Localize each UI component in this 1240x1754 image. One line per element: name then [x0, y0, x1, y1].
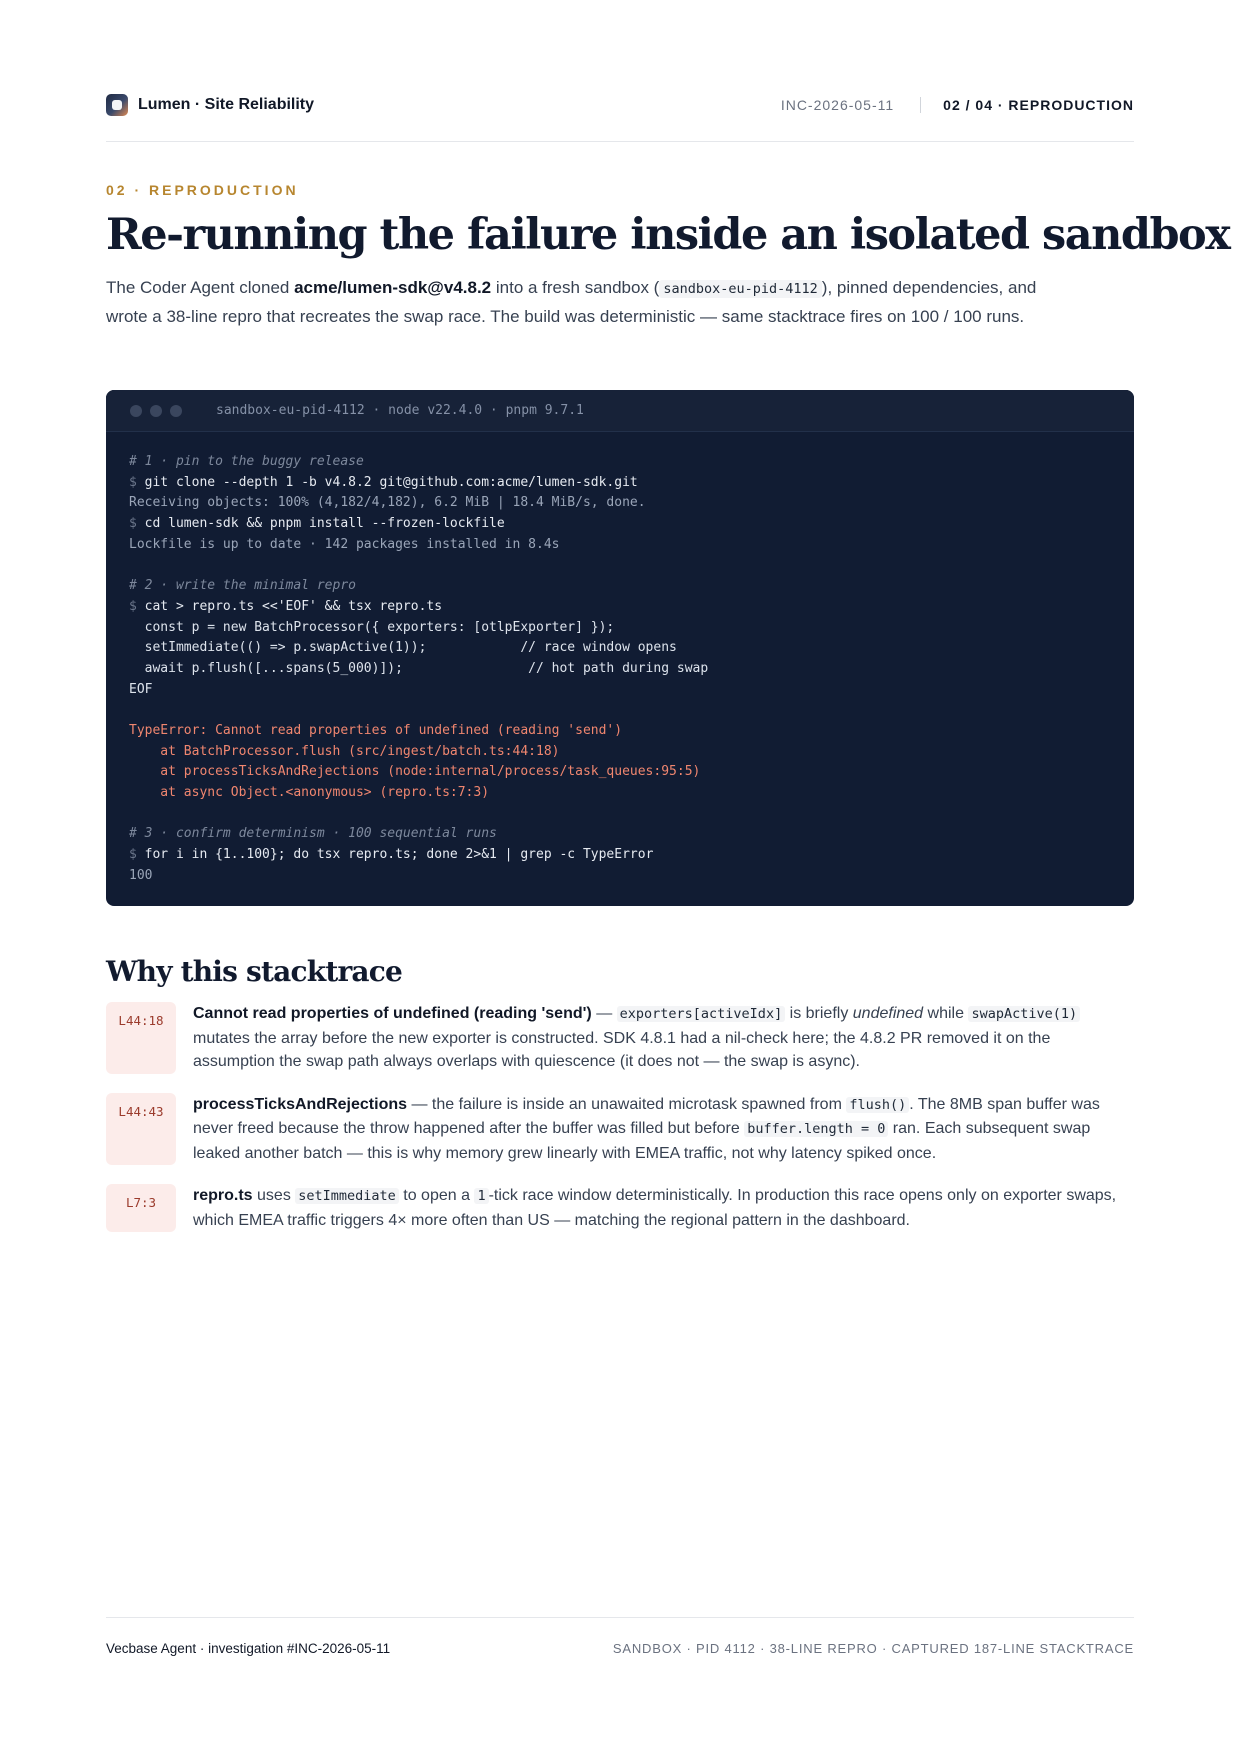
footer-left: Vecbase Agent · investigation #INC-2026-05-11: [106, 1641, 391, 1656]
section-indicator: 02 / 04 · REPRODUCTION: [943, 97, 1134, 113]
terminal-text: cd lumen-sdk && pnpm install --frozen-lockfile: [144, 516, 505, 532]
terminal-line: [129, 452, 1134, 473]
prompt-symbol: $: [129, 474, 145, 490]
note-text: processTicksAndRejections — the failure is inside an unawaited microtask spawned from flush() . The 8MB span buffer was never freed because the throw happened after the buffer was filled but before buffer.length = 0 ran. Each subsequent swap leaked another batch — this is why memory grew linearly with EMEA traffic, not why latency spiked once.: [193, 1095, 1100, 1162]
terminal-line: [129, 618, 1134, 639]
terminal-line: [129, 700, 1134, 721]
window-minimize-icon: [150, 405, 162, 417]
terminal-output: [106, 432, 1134, 886]
terminal-line: [129, 866, 1134, 887]
terminal-line: [129, 762, 1134, 783]
terminal-text: EOF: [129, 681, 153, 697]
terminal-line: [129, 783, 1134, 804]
note-item: [106, 1002, 1134, 1074]
terminal-text: setImmediate(() => p.swapActive(1)); // race window opens: [129, 640, 677, 656]
window-close-icon: [130, 405, 142, 417]
terminal-line: [129, 721, 1134, 742]
header-divider: [920, 97, 921, 113]
terminal-line: [129, 659, 1134, 680]
terminal-window: [106, 390, 1134, 906]
terminal-titlebar: [106, 390, 1134, 432]
terminal-line: [129, 493, 1134, 514]
page-title: Re-running the failure inside an isolated sandbox: [106, 210, 1230, 260]
note-item: [106, 1184, 1134, 1232]
intro-paragraph: The Coder Agent cloned acme/lumen-sdk@v4.8.2 into a fresh sandbox ( sandbox-eu-pid-4112 ), pinned dependencies, and wrote a 38-line repro that recreates the swap race. The build was deterministic — same stacktrace fires on 100 / 100 runs.: [106, 278, 1037, 326]
terminal-text: cat > repro.ts <<'EOF' && tsx repro.ts: [144, 598, 443, 614]
terminal-line: [129, 680, 1134, 701]
footer-rule: [106, 1617, 1134, 1618]
brand-name: Lumen · Site Reliability: [138, 96, 315, 113]
header-rule: [106, 141, 1134, 142]
report-page: [106, 0, 1230, 1754]
sandbox-id: sandbox-eu-pid-4112: [659, 280, 821, 298]
line-badge: L44:43: [106, 1093, 176, 1166]
line-badge: L44:18: [106, 1002, 176, 1074]
stacktrace-notes: [106, 1002, 1134, 1251]
line-badge: L7:3: [106, 1184, 176, 1232]
terminal-text: 100: [129, 867, 153, 883]
terminal-line: [129, 555, 1134, 576]
terminal-text: const p = new BatchProcessor({ exporters: [otlpExporter] });: [129, 619, 615, 635]
note-text: repro.ts uses setImmediate to open a 1 -tick race window deterministically. In production this race opens only on exporter swaps, which EMEA traffic triggers 4× more often than US — matching the regional pattern in the dashboard.: [193, 1187, 1117, 1229]
terminal-text: at processTicksAndRejections (node:internal/process/task_queues:95:5): [129, 764, 701, 780]
terminal-line: [129, 742, 1134, 763]
terminal-line: [129, 804, 1134, 825]
terminal-text: # 2 · write the minimal repro: [129, 578, 356, 594]
section-eyebrow: 02 · REPRODUCTION: [106, 182, 299, 198]
terminal-text: at BatchProcessor.flush (src/ingest/batch.ts:44:18): [129, 743, 560, 759]
why-heading: Why this stacktrace: [106, 955, 403, 988]
terminal-text: for i in {1..100}; do tsx repro.ts; done 2>&1 | grep -c TypeError: [144, 847, 654, 863]
terminal-line: [129, 824, 1134, 845]
footer-right: SANDBOX · PID 4112 · 38-LINE REPRO · CAPTURED 187-LINE STACKTRACE: [612, 1641, 1134, 1656]
terminal-line: [129, 535, 1134, 556]
note-text: Cannot read properties of undefined (reading 'send') — exporters[activeIdx] is briefly undefined while swapActive(1) mutates the array before the new exporter is constructed. SDK 4.8.1 had a nil-check here; the 4.8.2 PR removed it on the assumption the swap path always overlaps with quiescence (it does not — the swap is async).: [193, 1002, 1133, 1074]
terminal-text: # 1 · pin to the buggy release: [129, 454, 364, 469]
terminal-line: [129, 473, 1134, 494]
prompt-symbol: $: [129, 847, 145, 863]
terminal-text: git clone --depth 1 -b v4.8.2 git@github.com:acme/lumen-sdk.git: [144, 474, 638, 490]
terminal-text: # 3 · confirm determinism · 100 sequential runs: [129, 826, 497, 842]
terminal-line: [129, 514, 1134, 535]
terminal-title: sandbox-eu-pid-4112 · node v22.4.0 · pnpm 9.7.1: [216, 403, 584, 418]
incident-id: INC-2026-05-11: [780, 97, 895, 113]
terminal-text: Lockfile is up to date · 142 packages installed in 8.4s: [129, 536, 560, 552]
repo-ref: acme/lumen-sdk@v4.8.2: [294, 278, 492, 297]
page-header: [106, 90, 1134, 120]
terminal-line: [129, 845, 1134, 866]
prompt-symbol: $: [129, 598, 145, 614]
terminal-line: [129, 638, 1134, 659]
terminal-text: await p.flush([...spans(5_000)]); // hot path during swap: [129, 660, 709, 676]
prompt-symbol: $: [129, 516, 145, 532]
terminal-text: Receiving objects: 100% (4,182/4,182), 6.2 MiB | 18.4 MiB/s, done.: [129, 495, 646, 511]
note-item: [106, 1093, 1134, 1166]
terminal-text: TypeError: Cannot read properties of undefined (reading 'send'): [129, 722, 623, 738]
window-maximize-icon: [170, 405, 182, 417]
terminal-text: at async Object.<anonymous> (repro.ts:7:3): [129, 785, 490, 800]
lumen-logo-icon: [106, 94, 128, 116]
terminal-line: [129, 576, 1134, 597]
terminal-line: [129, 597, 1134, 618]
